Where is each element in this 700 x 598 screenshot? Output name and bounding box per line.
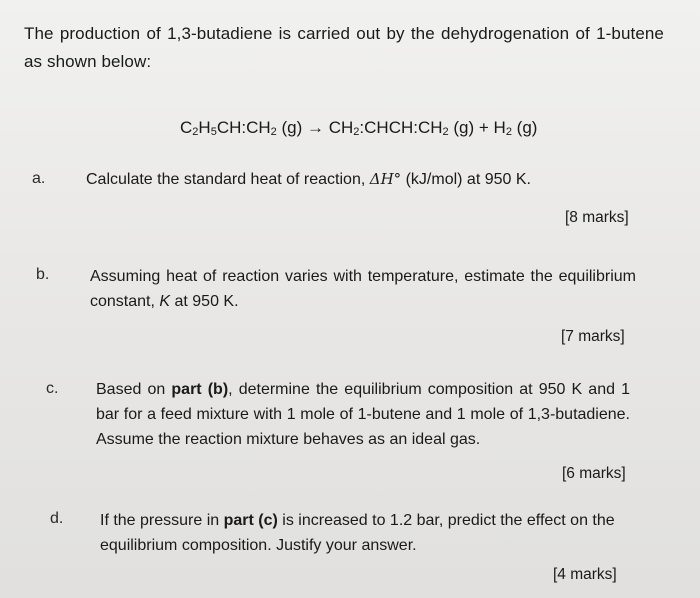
question-c-letter: c. xyxy=(46,380,59,397)
question-b-marks: [7 marks] xyxy=(561,328,625,345)
question-a-text-part: Calculate the standard heat of reaction, xyxy=(86,171,370,188)
eq-part: (g) + H xyxy=(448,118,506,137)
part-reference: part (c) xyxy=(223,512,278,529)
question-b-text xyxy=(90,264,636,314)
eq-subscript: 2 xyxy=(192,126,199,138)
question-a-text xyxy=(86,167,646,192)
reaction-equation xyxy=(180,118,537,138)
eq-part: H xyxy=(198,118,211,137)
question-d-text-part: If the pressure in xyxy=(100,512,224,529)
question-d-letter: d. xyxy=(50,510,64,527)
question-c-text-part: , determine the equilibrium composition at 950 K and 1 bar for a feed mixture with 1 mole of 1-butene and 1 mole of 1,3-butadiene. Assume the reaction mixture behaves as an ideal gas. xyxy=(96,381,630,448)
eq-subscript: 2 xyxy=(505,126,512,138)
question-a-text-part: (kJ/mol) at 950 K. xyxy=(401,171,531,188)
part-reference: part (b) xyxy=(171,381,229,398)
eq-part: (g) xyxy=(511,118,538,137)
question-a-marks: [8 marks] xyxy=(565,209,629,226)
question-d-marks: [4 marks] xyxy=(553,566,617,583)
question-b-text-part: at 950 K. xyxy=(170,293,239,310)
eq-part: C xyxy=(180,118,193,137)
question-c-text-part: Based on xyxy=(96,381,172,398)
eq-part: :CHCH:CH xyxy=(359,118,443,137)
eq-subscript: 2 xyxy=(270,126,277,138)
question-b-text-part: Assuming heat of reaction varies with temperature, estimate the equilibrium constant, xyxy=(90,268,636,310)
reaction-arrow: → xyxy=(307,118,325,137)
eq-subscript: 2 xyxy=(442,126,449,138)
question-c-marks: [6 marks] xyxy=(562,465,626,482)
question-b-letter: b. xyxy=(36,266,50,283)
question-c-text xyxy=(96,377,630,452)
k-symbol: K xyxy=(159,293,171,310)
eq-part: CH:CH xyxy=(216,118,271,137)
eq-subscript: 5 xyxy=(210,126,217,138)
question-d-text xyxy=(100,508,630,558)
question-a-letter: a. xyxy=(32,170,46,187)
delta-h-symbol: ΔH° xyxy=(369,170,402,188)
eq-part: CH xyxy=(324,118,354,137)
question-d-text-part: is increased to 1.2 bar, predict the effect on the equilibrium composition. Justify your answer. xyxy=(100,512,615,554)
intro-text: The production of 1,3-butadiene is carried out by the dehydrogenation of 1-butene as shown below: xyxy=(24,24,664,71)
eq-part: (g) xyxy=(276,118,308,137)
eq-subscript: 2 xyxy=(353,126,360,138)
